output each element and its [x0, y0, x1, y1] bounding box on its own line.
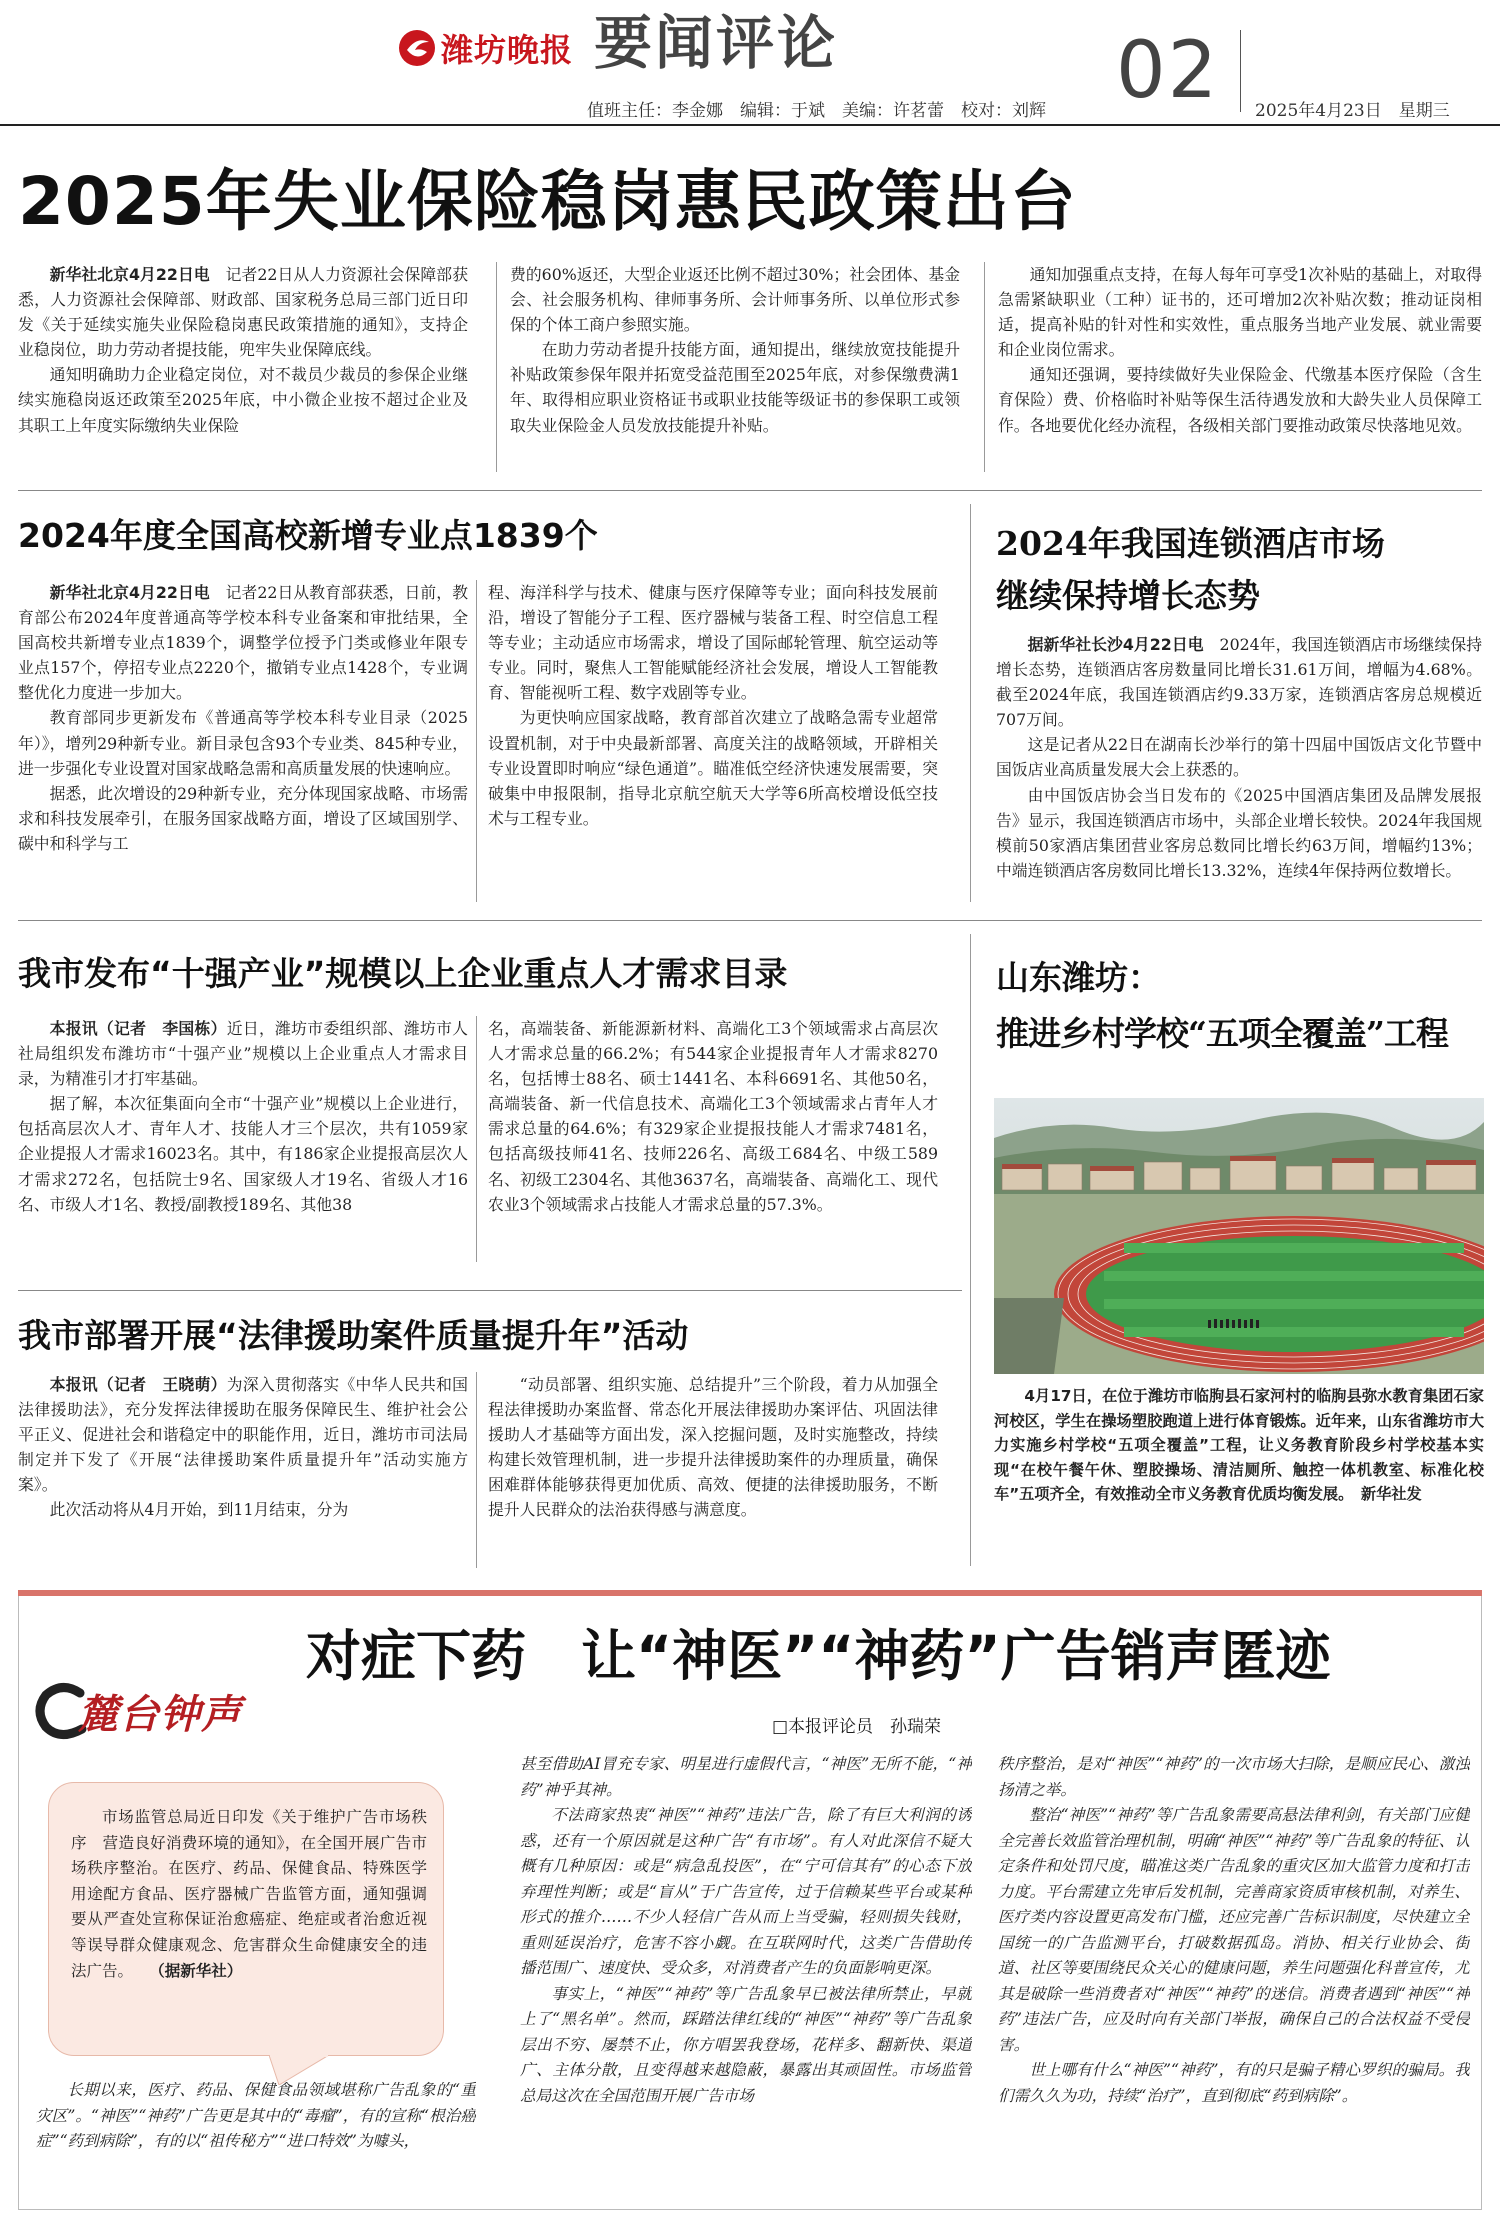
article4-col1: 本报讯（记者 李国栋）近日，潍坊市委组织部、潍坊市人社局组织发布潍坊市“十强产业”规模以上企业重点人才需求目录，为精准引才打牢基础。 据了解，本次征集面向全市“十强产业”规模以上企业进行，包括高层次人才、青年人才、技能人才三个层次，共有1059家企业提报人才需求16023名。其中，有186家企业提报高层次人才需求272名，包括院士9名、国家级人才19名、省级人才16名、市级人才1名、教授/副教授189名、其他38	[18, 1019, 468, 1214]
newspaper-logo	[397, 24, 573, 72]
right-column-divider-2	[970, 934, 971, 1566]
lead-col1: 新华社北京4月22日电 记者22日从人力资源社会保障部获悉，人力资源社会保障部、财政部、国家税务总局三部门近日印发《关于延续实施失业保险稳岗惠民政策措施的通知》，支持企业稳岗位，助力劳动者提技能，兜牢失业保障底线。 通知明确助力企业稳定岗位，对不裁员少裁员的参保企业继续实施稳岗返还政策至2025年底，中小微企业按不超过企业及其职工上年度实际缴纳失业保险	[18, 265, 468, 435]
lead-divider-1	[496, 262, 497, 472]
column-logo-text: 麓台钟声	[78, 1690, 242, 1738]
column-logo	[34, 1676, 304, 1746]
article3-headline-line1: 2024年我国连锁酒店市场	[996, 524, 1385, 563]
photo-caption: 4月17日，在位于潍坊市临朐县石家河村的临朐县弥水教育集团石家河校区，学生在操场塑胶跑道上进行体育锻炼。近年来，山东省潍坊市大力实施乡村学校“五项全覆盖”工程，让义务教育阶段乡村学校基本实现“在校午餐午休、塑胶操场、清洁厕所、触控一体机教室、标准化校车”五项齐全，有效推动全市义务教育优质均衡发展。 新华社发	[994, 1387, 1484, 1504]
school-track-photo-image	[994, 1098, 1484, 1374]
commentary-author: □本报评论员 孙瑞荣	[772, 1717, 942, 1737]
article2-col1: 新华社北京4月22日电 记者22日从教育部获悉，日前，教育部公布2024年度普通高等学校本科专业备案和审批结果，全国高校共新增专业点1839个，调整学位授予门类或修业年限专业点157个，停招专业点2220个，撤销专业点1428个，专业调整优化力度进一步加大。 教育部同步更新发布《普通高等学校本科专业目录（2025年）》，增列29种新专业。新目录包含93个专业类、845种专业，进一步强化专业设置对国家战略急需和高质量发展的快速响应。 据悉，此次增设的29种新专业，充分体现国家战略、市场需求和科技发展牵引，在服务国家战略方面，增设了区域国别学、碳中和科学与工	[18, 583, 468, 853]
article4-divider	[476, 1016, 477, 1262]
lead-headline: 2025年失业保险稳岗惠民政策出台	[18, 163, 1077, 240]
article4-dateline: 本报讯（记者 李国栋）	[49, 1019, 227, 1038]
article2-headline: 2024年度全国高校新增专业点1839个	[18, 516, 598, 555]
article5-divider	[476, 1372, 477, 1568]
page-number-divider	[1240, 30, 1241, 112]
lead-col2: 费的60%返还，大型企业返还比例不超过30%；社会团体、基金会、社会服务机构、律师事务所、会计师事务所、以单位形式参保的个体工商户参照实施。 在助力劳动者提升技能方面，通知提出，继续放宽技能提升补贴政策参保年限并拓宽受益范围至2025年底，对参保缴费满1年、取得相应职业资格证书或职业技能等级证书的参保职工或领取失业保险金人员发放技能提升补贴。	[510, 265, 960, 435]
photo-credit: 新华社发	[1360, 1485, 1422, 1504]
article5-headline: 我市部署开展“法律援助案件质量提升年”活动	[18, 1316, 689, 1355]
article2-col2: 程、海洋科学与技术、健康与医疗保障等专业；面向科技发展前沿，增设了智能分子工程、医疗器械与装备工程、时空信息工程等专业；主动适应市场需求，增设了国际邮轮管理、航空运动等专业。同时，聚焦人工智能赋能经济社会发展，增设人工智能教育、智能视听工程、数字戏剧等专业。 为更快响应国家战略，教育部首次建立了战略急需专业超常设置机制，对于中央最新部署、高度关注的战略领域，开辟相关专业设置即时响应“绿色通道”。瞄准低空经济快速发展需要，突破集中申报限制，指导北京航空航天大学等6所高校增设低空技术与工程专业。	[488, 583, 938, 828]
masthead-rule	[0, 124, 1500, 126]
commentary-top-band	[18, 1590, 1482, 1596]
article5-col2: “动员部署、组织实施、总结提升”三个阶段，着力从加强全程法律援助办案监督、常态化开展法律援助办案评估、巩固法律援助人才基础等方面出发，深入挖掘问题，及时实施整改，持续构建长效管理机制，进一步提升法律援助案件的办理质量，确保困难群体能够获得更加优质、高效、便捷的法律援助服务，不断提升人民群众的法治获得感与满意度。	[488, 1375, 938, 1520]
photo-story-headline-line1: 山东潍坊：	[996, 958, 1161, 997]
summary-box-text: 市场监管总局近日印发《关于维护广告市场秩序 营造良好消费环境的通知》，在全国开展广告市场秩序整治。在医疗、药品、保健食品、特殊医学用途配方食品、医疗器械广告监管方面，通知强调要从严查处宣称保证治愈癌症、绝症或者治愈近视等误导群众健康观念、危害群众生命健康安全的违法广告。 （据新华社）	[71, 1808, 427, 1980]
section-title: 要闻评论	[594, 9, 839, 77]
article2-dateline: 新华社北京4月22日电	[49, 583, 210, 602]
article3-body: 据新华社长沙4月22日电 2024年，我国连锁酒店市场继续保持增长态势，连锁酒店客房数量同比增长31.61万间，增幅为4.68%。截至2024年底，我国连锁酒店约9.33万家，连锁酒店客房总规模近707万间。 这是记者从22日在湖南长沙举行的第十四届中国饭店文化节暨中国饭店业高质量发展大会上获悉的。 由中国饭店协会当日发布的《2025中国酒店集团及品牌发展报告》显示，我国连锁酒店市场中，头部企业增长较快。2024年我国规模前50家酒店集团营业客房总数同比增长约63万间，增幅约13%；中端连锁酒店客房数同比增长13.32%，连续4年保持两位数增长。	[996, 635, 1482, 880]
article4-headline: 我市发布“十强产业”规模以上企业重点人才需求目录	[18, 954, 788, 993]
commentary-col1: 长期以来，医疗、药品、保健食品领域堪称广告乱象的“重灾区”。“神医”“神药”广告更是其中的“毒瘤”，有的宣称“根治癌症”“药到病除”，有的以“祖传秘方”“进口特效”为噱头，	[36, 2081, 476, 2151]
editors-line: 值班主任：李金娜 编辑：于斌 美编：许茗蕾 校对：刘辉	[587, 101, 1046, 121]
commentary-col3: 秩序整治，是对“神医”“神药”的一次市场大扫除，是顺应民心、激浊扬清之举。 整治“神医”“神药”等广告乱象需要高悬法律利剑，有关部门应健全完善长效监管治理机制，明确“神医”“神药”等广告乱象的特征、认定条件和处罚尺度，瞄准这类广告乱象的重灾区加大监管力度和打击力度。平台需建立先审后发机制，完善商家资质审核机制，对养生、医疗类内容设置更高发布门槛，还应完善广告标识制度，尽快建立全国统一的广告监测平台，打破数据孤岛。消协、相关行业协会、街道、社区等要围绕民众关心的健康问题，养生问题强化科普宣传，尤其是破除一些消费者对“神医”“神药”的迷信。消费者遇到“神医”“神药”违法广告，应及时向有关部门举报，确保自己的合法权益不受侵害。 世上哪有什么“神医”“神药”，有的只是骗子精心罗织的骗局。我们需久久为功，持续“治疗”，直到彻底“药到病除”。	[998, 1755, 1470, 2105]
summary-box	[48, 1782, 444, 2056]
photo-story-headline-line2: 推进乡村学校“五项全覆盖”工程	[996, 1014, 1448, 1053]
page-number: 02	[1116, 26, 1220, 116]
lead-col3: 通知加强重点支持，在每人每年可享受1次补贴的基础上，对取得急需紧缺职业（工种）证书的，还可增加2次补贴次数；推动证岗相适，提高补贴的针对性和实效性，重点服务当地产业发展、就业需要和企业岗位需求。 通知还强调，要持续做好失业保险金、代缴基本医疗保险（含生育保险）费、价格临时补贴等保生活待遇发放和大龄失业人员保障工作。各地要优化经办流程，各级相关部门要推动政策尽快落地见效。	[998, 265, 1482, 435]
article5-col1: 本报讯（记者 王晓萌）为深入贯彻落实《中华人民共和国法律援助法》，充分发挥法律援助在服务保障民生、维护社会公平正义、促进社会和谐稳定中的职能作用，近日，潍坊市司法局制定并下发了《开展“法律援助案件质量提升年”活动实施方案》。 此次活动将从4月开始，到11月结束，分为	[18, 1375, 468, 1520]
article2-divider	[476, 580, 477, 902]
logo-swirl-icon	[397, 28, 437, 68]
article5-dateline: 本报讯（记者 王晓萌）	[49, 1375, 227, 1394]
summary-box-source: （据新华社）	[157, 1961, 243, 1980]
section-rule-1	[18, 490, 1482, 491]
article3-headline-line2: 继续保持增长态势	[996, 576, 1260, 615]
article4-col2: 名，高端装备、新能源新材料、高端化工3个领域需求占高层次人才需求总量的66.2%；有544家企业提报青年人才需求8270名，包括博士88名、硕士1441名、本科6691名、其他50名，高端装备、新一代信息技术、高端化工3个领域需求占青年人才需求总量的64.6%；有329家企业提报技能人才需求7481名，包括高级技师41名、技师226名、高级工684名、中级工589名、初级工2304名、其他3637名，高端装备、高端化工、现代农业3个领域需求占技能人才需求总量的57.3%。	[488, 1019, 938, 1214]
commentary-headline: 对症下药 让“神医”“神药”广告销声匿迹	[306, 1624, 1331, 1688]
article3-dateline: 据新华社长沙4月22日电	[1027, 635, 1204, 654]
lead-dateline: 新华社北京4月22日电	[49, 265, 210, 284]
section-rule-3	[18, 1290, 962, 1291]
lead-divider-2	[984, 262, 985, 472]
section-rule-2	[18, 920, 1482, 921]
right-column-divider-1	[970, 504, 971, 902]
commentary-col2: 甚至借助AI冒充专家、明星进行虚假代言，“神医”无所不能，“神药”神乎其神。 不法商家热衷“神医”“神药”违法广告，除了有巨大利润的诱惑，还有一个原因就是这种广告“有市场”。有人对此深信不疑大概有几种原因：或是“病急乱投医”，在“宁可信其有”的心态下放弃理性判断；或是“盲从”于广告宣传，过于信赖某些平台或某种形式的推介……不少人轻信广告从而上当受骗，轻则损失钱财，重则延误治疗，危害不容小觑。在互联网时代，这类广告借助传播范围广、速度快、受众多，对消费者产生的负面影响更深。 事实上，“神医”“神药”等广告乱象早已被法律所禁止，早就上了“黑名单”。然而，踩踏法律红线的“神医”“神药”等广告乱象层出不穷、屡禁不止，你方唱罢我登场，花样多、翻新快、渠道广、主体分散，且变得越来越隐蔽，暴露出其顽固性。市场监管总局这次在全国范围开展广告市场	[520, 1755, 972, 2105]
paper-name: 潍坊晚报	[441, 31, 574, 69]
issue-date: 2025年4月23日 星期三	[1255, 101, 1450, 121]
school-track-photo	[994, 1098, 1484, 1374]
